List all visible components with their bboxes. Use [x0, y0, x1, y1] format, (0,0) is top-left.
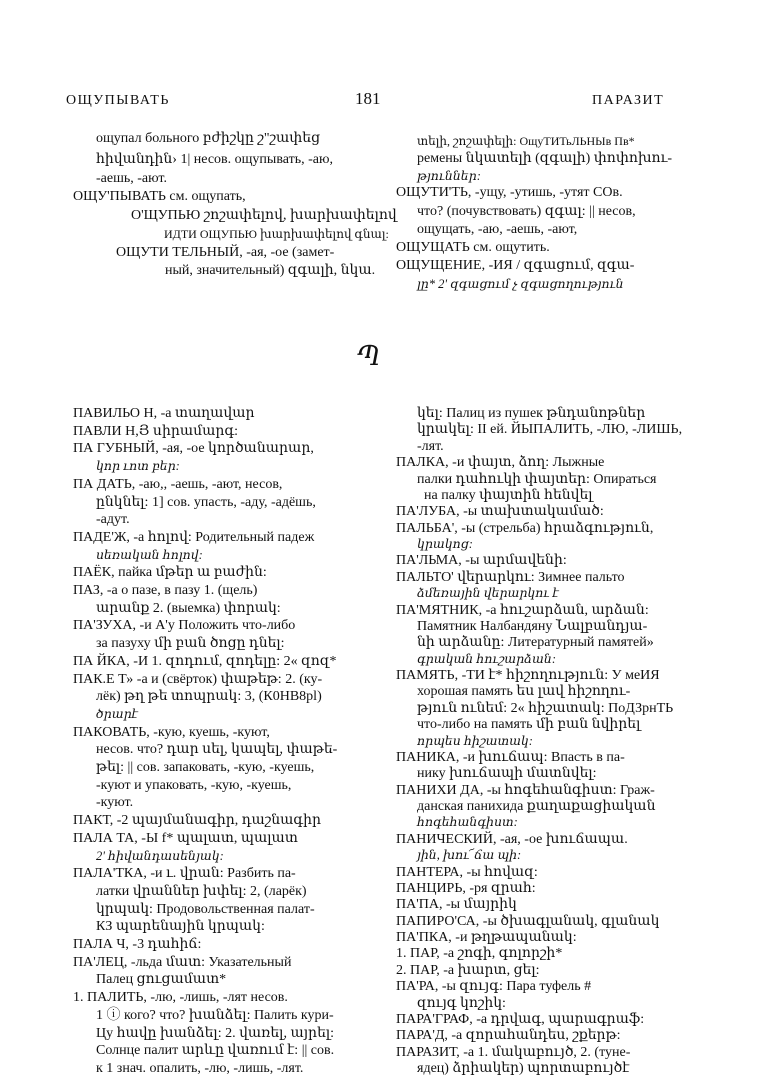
- entry-line: Палец ցուցամատ*: [96, 972, 227, 987]
- entry-line: ПАЛЬТО' վերարկու: Зимнее пальто: [396, 570, 625, 585]
- entry-line: ПАНТЕРА, -ы հովազ:: [396, 865, 538, 880]
- entry-line: что-либо на память մի բան նվիրել: [417, 717, 641, 732]
- entry-line: ПАНИХИ ДА, -ы հոգեհանգիստ: Граж-: [396, 783, 655, 798]
- entry-line: ПА'ПКА, -и թղթապանակ:: [396, 930, 577, 945]
- entry-line: ПАК.Е Т» -а и (свёрток) փաթեթ: 2. (ку-: [73, 672, 323, 687]
- entry-line: -аешь, -ают.: [96, 171, 167, 186]
- entry-line: ПА'ЗУХА, -и А'у Положить что-либо: [73, 618, 296, 633]
- entry-line: ПАЛЬБА', -ы (стрельба) հրաձգություն,: [396, 521, 654, 536]
- entry-line: данская панихида քաղաքացիական: [417, 799, 656, 814]
- page-number: 181: [355, 89, 381, 108]
- entry-line: ПАЗ, -а о пазе, в пазу 1. (щель): [73, 583, 258, 598]
- entry-line: ПАКОВАТЬ, -кую, куешь, -куют,: [73, 725, 270, 740]
- entry-line: -лят.: [417, 439, 444, 454]
- entry-line: որպես հիշատակ:: [417, 734, 533, 748]
- entry-line: Солнце палит արևը վառում է: || сов.: [96, 1043, 335, 1058]
- entry-line: лёк) թղ թե տոպրակ: 3, (К0НВ8рl): [96, 689, 322, 704]
- entry-line: ծրարէ: [96, 707, 139, 721]
- entry-line: 1. ПАЛИТЬ, -лю, -лишь, -лят несов.: [73, 990, 288, 1005]
- entry-line: կրակոց:: [417, 537, 473, 551]
- entry-line: -куют.: [96, 795, 134, 810]
- entry-line: ПАЛА ТА, -Ы f* պալատ, պալատ: [73, 831, 298, 846]
- entry-line: -адут.: [96, 512, 130, 527]
- entry-line: ПА ГУБНЫЙ, -ая, -ое կործանարար,: [73, 441, 314, 456]
- entry-line: ядец) ձրիակեր) պորտաբույծէ: [417, 1061, 630, 1076]
- entry-line: ощупал больного բժիշկը շ"շափեց: [96, 131, 321, 146]
- entry-line: несов. что? դար սել, կապել, փաթե-: [96, 742, 338, 757]
- entry-line: կրակել: II ей. ЙЫПАЛИТЬ, -ЛЮ, -ЛИШЬ,: [417, 422, 683, 437]
- entry-line: хорошая память ես լավ հիշողու-: [417, 684, 631, 699]
- entry-line: ПА'ПА, -ы մայրիկ: [396, 897, 517, 912]
- entry-line: ОЩУЩАТЬ см. ощутить.: [396, 240, 550, 255]
- entry-line: ПАВИЛЬО Н, -а տաղավար: [73, 406, 255, 421]
- entry-line: к 1 знач. опалить, -лю, -лишь, -лят.: [96, 1061, 304, 1076]
- entry-line: ОЩУТИ'ТЬ, -ущу, -утишь, -утят СОв.: [396, 185, 623, 200]
- entry-line: ПА ЙКА, -И 1. զոդում, զոդելը: 2« զոզ*: [73, 654, 337, 669]
- entry-line: հոգեհանգիստ:: [417, 815, 518, 829]
- entry-line: նի արձանը: Литературный памятей»: [417, 635, 654, 650]
- entry-line: ПАНИКА, -и խուճապ: Впасть в па-: [396, 750, 625, 765]
- entry-line: յին, խու՜ճա պի:: [417, 848, 522, 862]
- entry-line: կել: Палиц из пушек թնդանոթներ: [417, 406, 646, 421]
- entry-line: ПАЛА'ТКА, -и ւ. վրան: Разбить па-: [73, 866, 296, 881]
- entry-line: ПАЁК, пайка մթեր ա բաժին:: [73, 565, 267, 580]
- entry-line: ПАНИЧЕСКИЙ, -ая, -ое խուճապա.: [396, 832, 628, 847]
- entry-line: լը* 2' զգացում չ զգացողություն: [417, 277, 624, 291]
- entry-line: палки դահուկի փայտեր: Опираться: [417, 472, 657, 487]
- entry-line: ОЩУТИ ТЕЛЬНЫЙ, -ая, -ое (замет-: [116, 245, 335, 260]
- entry-line: ПАЛА Ч, -3 դահիճ:: [73, 937, 202, 952]
- entry-line: զույգ կոշիկ:: [417, 996, 506, 1011]
- entry-line: թյուններ:: [417, 169, 481, 183]
- entry-line: ощущать, -аю, -аешь, -ают,: [417, 222, 578, 237]
- entry-line: ПА'ЛУБА, -ы տախտակամած:: [396, 504, 604, 519]
- entry-line: ձմեռային վերարկու է: [417, 586, 559, 600]
- entry-line: что? (почувствовать) զգալ: || несов,: [417, 204, 636, 219]
- entry-line: գրական հուշարձան:: [417, 652, 557, 666]
- entry-line: ПАРА'Д, -а զորահանդես, շքերթ:: [396, 1028, 621, 1043]
- entry-line: за пазуху մի բան ծոցը դնել:: [96, 636, 285, 651]
- entry-line: 1 ⓘ кого? что? խանձել: Палить кури-: [96, 1008, 334, 1023]
- entry-line: ПАРАЗИТ, -а 1. մակաբույծ, 2. (туне-: [396, 1045, 631, 1060]
- running-head-left: ОЩУПЫВАТЬ: [66, 93, 170, 108]
- entry-line: կրպակ: Продовольственная палат-: [96, 902, 315, 917]
- entry-line: Цу հավը խանձել: 2. վառել, այրել:: [96, 1026, 335, 1041]
- running-head-right: ПАРАЗИТ: [592, 93, 665, 108]
- entry-line: ремены նկատելի (զգալի) փոփոխու-: [417, 151, 673, 166]
- entry-line: -куют и упаковать, -кую, -куешь,: [96, 778, 292, 793]
- entry-line: ПАЛКА, -и փայտ, ձող: Лыжные: [396, 455, 605, 470]
- entry-line: ПАВЛИ Н,Յ սիրամարգ:: [73, 424, 239, 439]
- entry-line: ПАНЦИРЬ, -ря զրահ:: [396, 881, 536, 896]
- entry-line: ПА'РА, -ы զույգ: Пара туфель #: [396, 979, 592, 994]
- entry-line: 1. ПАР, -а շոգի, գոլորշի*: [396, 946, 563, 961]
- entry-line: ПА'МЯТНИК, -а հուշարձան, արձան:: [396, 603, 649, 618]
- entry-line: ОЩУ'ПЫВАТЬ см. ощупать,: [73, 189, 246, 204]
- entry-line: ընկնել: 1] сов. упасть, -аду, -адёшь,: [96, 495, 316, 510]
- section-letter: Պ: [357, 341, 381, 371]
- entry-line: ОЩУЩЕНИЕ, -ИЯ / զգացում, զգա-: [396, 258, 635, 273]
- entry-line: нику խուճապի մատնվել:: [417, 766, 597, 781]
- entry-line: на палку փայտին հենվել: [424, 488, 593, 503]
- entry-line: латки վրաններ խփել: 2, (ларёк): [96, 884, 307, 899]
- entry-line: կոր ւոտ բեր:: [96, 459, 180, 473]
- entry-line: թյուն ունեմ: 2« հիշատակ: ПоДЗрнТЬ: [417, 701, 674, 716]
- entry-line: ПАДЕ'Ж, -а հոլով: Родительный падеж: [73, 530, 315, 545]
- entry-line: տելի, շոշափելի: ОщуТИТьЛЬНЫв Пв*: [417, 134, 635, 148]
- entry-line: ПАМЯТЬ, -ТИ է* հիշողություն: У меИЯ: [396, 668, 660, 683]
- entry-line: КЗ պարենային կրպակ:: [96, 919, 265, 934]
- entry-line: ный, значительный) զգալի, նկա.: [165, 263, 376, 278]
- entry-line: Памятник Налбандяну Նալբանդյա-: [417, 619, 648, 634]
- entry-line: ПАКТ, -2 պայմանագիր, դաշնագիր: [73, 813, 322, 828]
- entry-line: ПА ДАТЬ, -аю,, -аешь, -ают, несов,: [73, 477, 283, 492]
- entry-line: 2. ПАР, -а խարտ, ցել:: [396, 963, 540, 978]
- entry-line: թել: || сов. запаковать, -кую, -куешь,: [96, 760, 315, 775]
- entry-line: հիվանդին› 1| несов. ощупывать, -аю,: [96, 152, 333, 167]
- entry-line: ПАПИРО'СА, -ы ծխագլանակ, գլանակ: [396, 914, 660, 929]
- entry-line: սեռական հոլով:: [96, 548, 203, 562]
- entry-line: О'ЩУПЬЮ շոշափելով, խարխափելով: [131, 208, 397, 223]
- entry-line: ИДТИ ОЩУПЬЮ խարխափելով գնալ:: [164, 227, 389, 241]
- entry-line: 2' հիվանդասենյակ:: [96, 849, 224, 863]
- entry-line: ПА'ЛЕЦ, -льда մատ: Указательный: [73, 955, 292, 970]
- entry-line: արանք 2. (выемка) փորակ:: [96, 601, 281, 616]
- entry-line: ПАРА'ГРАФ, -а դրվագ, պարագրաֆ:: [396, 1012, 645, 1027]
- entry-line: ПА'ЛЬМА, -ы արմավենի:: [396, 553, 567, 568]
